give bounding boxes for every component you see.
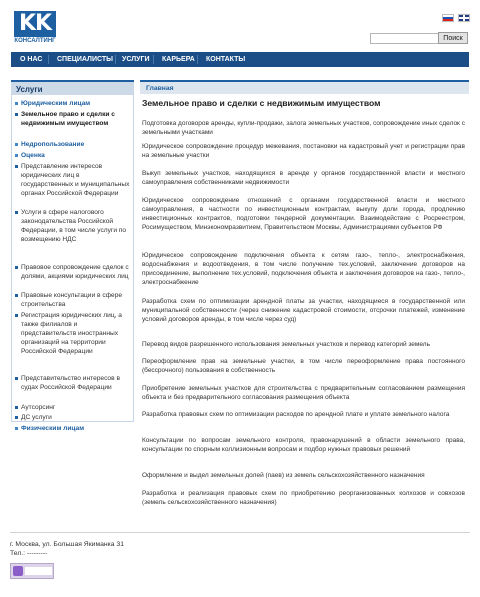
bullet-icon	[15, 314, 18, 317]
sidebar-item-valuation[interactable]: Оценка	[21, 151, 131, 160]
bullet-icon	[15, 266, 18, 269]
service-paragraph: Подготовка договоров аренды, купли-продажи, залога земельных участков, сопровождение иных сделок с земельными участками	[142, 120, 465, 136]
russian-flag-icon[interactable]	[442, 14, 454, 22]
bullet-icon	[15, 416, 18, 419]
service-paragraph: Выкуп земельных участков, находящихся в аренде у органов государственной власти и местного самоуправления собственниками недвижимости	[142, 170, 465, 186]
counter-logo-icon	[13, 566, 23, 576]
uk-flag-icon[interactable]	[458, 14, 470, 22]
service-paragraph: Оформление и выдел земельных долей (паев) из земель сельскохозяйственного назначения	[142, 472, 425, 479]
nav-divider	[153, 55, 154, 64]
service-paragraph: Юридическое сопровождение процедур межевания, постановки на кадастровый учет и регистрации прав на земельные участки	[142, 143, 465, 159]
breadcrumb[interactable]: Главная	[140, 80, 469, 94]
site-header	[0, 0, 480, 52]
counter-value-box	[25, 567, 52, 575]
sidebar-item-outsourcing[interactable]: Аутсорсинг	[21, 403, 131, 412]
bullet-icon	[15, 102, 18, 105]
nav-item-career[interactable]: КАРЬЕРА	[162, 56, 195, 63]
service-paragraph: Приобретение земельных участков для строительства с предварительным согласованием размещения объекта и без предварительного согласования размещения объекта	[142, 385, 465, 401]
service-paragraph: Юридическое сопровождение отношений с органами государственной власти и местного самоуправления, в частности по инвестиционным контрактам, выкупу доли города, продлению инвестиционных контрактов, подготовки тендерной документации. Взаимодействие с Росреестром, Росимуществом, Минэкономразвитием, Правительством Москвы, Администрациями субъектов РФ	[142, 197, 465, 231]
visit-counter-badge[interactable]	[10, 563, 54, 579]
nav-item-contacts[interactable]: КОНТАКТЫ	[206, 56, 246, 63]
footer-phone: Тел.: ---------	[10, 550, 48, 557]
footer-divider	[10, 532, 470, 533]
sidebar-item-legal-entities[interactable]: Юридическим лицам	[21, 99, 131, 108]
nav-divider	[197, 55, 198, 64]
sidebar-item-share-deals[interactable]: Правовое сопровождение сделок с долями, акциями юридических лиц	[21, 263, 131, 281]
bullet-icon	[15, 211, 18, 214]
sidebar-item-representation[interactable]: Представление интересов юридических лиц в государственных и муниципальных органах Российской Федерации	[21, 162, 131, 198]
bullet-icon	[15, 143, 18, 146]
sidebar-item-courts[interactable]: Представительство интересов в судах Российской Федерации	[21, 374, 131, 392]
bullet-icon	[15, 377, 18, 380]
sidebar-item-subsoil-use[interactable]: Недропользование	[21, 140, 131, 149]
service-paragraph: Переоформление прав на земельные участки, в том числе переоформление права постоянного (бессрочного) пользования в собственность	[142, 358, 465, 374]
bullet-icon	[15, 165, 18, 168]
bullet-icon	[15, 294, 18, 297]
bullet-icon	[15, 406, 18, 409]
search-input[interactable]	[370, 33, 440, 44]
nav-item-about[interactable]: О НАС	[20, 56, 43, 63]
footer-address: г. Москва, ул. Большая Якиманка 31	[10, 541, 125, 548]
sidebar-item-ds-services[interactable]: ДС услуги	[21, 413, 131, 422]
sidebar-item-tax[interactable]: Услуги в сфере налогового законодательства Российской Федерации, в том числе услуги по возмещению НДС	[21, 208, 131, 244]
bullet-icon	[15, 154, 18, 157]
main-nav	[11, 52, 469, 67]
nav-item-services[interactable]: УСЛУГИ	[122, 56, 150, 63]
sidebar-item-individuals[interactable]: Физическим лицам	[21, 424, 131, 433]
logo-letters: KK	[14, 11, 56, 37]
kk-consulting-logo[interactable]	[14, 11, 56, 45]
search-button[interactable]: Поиск	[438, 32, 468, 44]
nav-divider	[48, 55, 49, 64]
service-paragraph: Разработка схем по оптимизации арендной платы за участки, находящиеся в государственной или муниципальной собственности (через снижение кадастровой стоимости, отсрочки платежей, изменение условий договоров аренды, в том числе через суд)	[142, 298, 465, 323]
bullet-icon	[15, 427, 18, 430]
sidebar-item-land-law[interactable]: Земельное право и сделки с недвижимым имуществом	[21, 110, 131, 128]
sidebar-title: Услуги	[11, 80, 134, 95]
page-title: Земельное право и сделки с недвижимым имуществом	[142, 98, 381, 108]
nav-item-specialists[interactable]: СПЕЦИАЛИСТЫ	[57, 56, 113, 63]
nav-divider	[115, 55, 116, 64]
sidebar-item-registration[interactable]: Регистрация юридических лиц, а также филиалов и представительств иностранных организаций на территории Российской Федерации	[21, 311, 131, 356]
service-paragraph: Перевод видов разрешенного использования земельных участков и перевод категорий земель	[142, 341, 430, 348]
footer-address-block	[10, 540, 124, 558]
logo-caption: КОНСАЛТИНГ	[14, 38, 56, 44]
bullet-icon	[15, 113, 18, 116]
service-paragraph: Юридическое сопровождение подключения объекта к сетям газо-, тепло-, электроснабжения, водоснабжения и водоотведения, в том числе получение тех.условий, заключение договоров на присоединение, выполнение тех.условий, подключения объекта и заключения договоров на газо-, тепло-, электроснабжение	[142, 252, 465, 286]
service-paragraph: Консультации по вопросам земельного контроля, правонарушений в области земельного права, консультации по спорным коллизионным вопросам и подбор нужных правовых решений	[142, 437, 465, 453]
service-paragraph: Разработка и реализация правовых схем по приобретению реорганизованных колхозов и совхозов (земель сельскохозяйственного назначения)	[142, 490, 465, 506]
sidebar-item-construction[interactable]: Правовые консультации в сфере строительства	[21, 291, 131, 309]
service-paragraph: Разработка правовых схем по оптимизации расходов по арендной плате и уплате земельного налога	[142, 411, 450, 418]
